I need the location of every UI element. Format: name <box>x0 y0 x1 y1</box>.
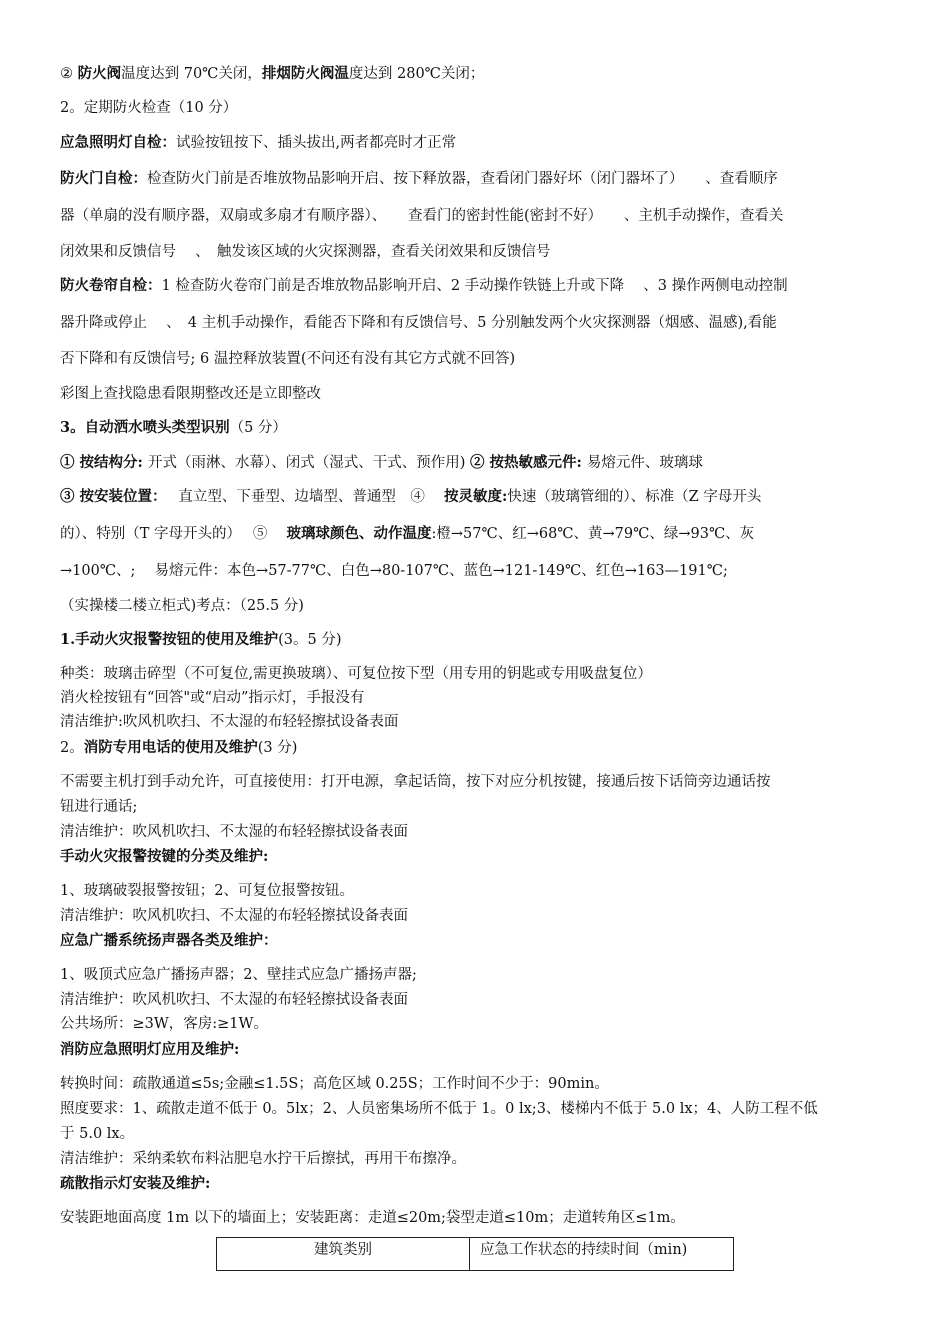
duration-table <box>216 1237 734 1271</box>
text-line: 于 5.0 lx。 <box>60 1126 135 1142</box>
paragraph-fire-door-1 <box>60 169 892 189</box>
text: 快速（玻璃管细的）、标准（Z 字母开头 <box>507 489 762 505</box>
paragraph-fire-shutter-2: 器升降或停止 、 4 主机手动操作，看能否下降和有反馈信号、5 分别触发两个火灾探测器（烟感、温感),看能 <box>60 315 777 331</box>
paragraph-emergency-light <box>60 133 892 153</box>
paragraph-sprinkler-2 <box>60 487 892 507</box>
text-line: 不需要主机打到手动允许，可直接使用：打开电源，拿起话筒，按下对应分机按键，接通后按下话筒旁边通话按 <box>60 774 771 790</box>
paragraph-sprinkler-3 <box>60 524 892 544</box>
table-header-cell: 建筑类别 <box>217 1238 470 1271</box>
paragraph-fire-shutter-3: 否下降和有反馈信号; 6 温控释放装置(不问还有没有其它方式就不回答) <box>60 351 516 367</box>
section-heading-fire-phone <box>60 738 892 758</box>
heading-text: 消防专用电话的使用及维护 <box>83 739 258 756</box>
paragraph-sprinkler-4: →100℃、; 易熔元件：本色→57-77℃、白色→80-107℃、蓝色→121-149℃、红色→163—191℃; <box>60 563 728 579</box>
heading-score: （5 分） <box>229 420 287 436</box>
paragraph-color-chart: 彩图上查找隐患看限期整改还是立即整改 <box>60 386 321 402</box>
subheading: 应急广播系统扬声器各类及维护： <box>60 932 278 949</box>
subheading: 手动火灾报警按键的分类及维护: <box>60 848 269 865</box>
section-heading-manual-alarm <box>60 630 892 650</box>
text: 温度达到 70℃关闭， <box>121 66 262 82</box>
text-line: 清洁维护:吹风机吹扫、不太湿的布轻轻擦拭设备表面 <box>60 714 399 730</box>
table-header-cell: 应急工作状态的持续时间（min) <box>469 1238 733 1271</box>
table-header-row <box>217 1238 734 1271</box>
text-line: 消火栓按钮有“回答"或“启动”指示灯，手报没有 <box>60 690 365 706</box>
term: ② 按热敏感元件: <box>469 454 587 471</box>
term: 玻璃球颜色、动作温度 <box>272 525 432 542</box>
text: 度达到 280℃关闭； <box>348 66 485 82</box>
heading-score: (3。5 分) <box>278 632 342 648</box>
term-fire-damper: 防火阀 <box>77 65 122 82</box>
heading-text: 3。自动洒水喷头类型识别 <box>60 419 230 436</box>
heading-score: (3 分) <box>257 740 298 756</box>
text: 易熔元件、玻璃球 <box>586 455 703 471</box>
paragraph-fire-shutter-1 <box>60 276 892 296</box>
text: :橙→57℃、红→68℃、黄→79℃、绿→93℃、灰 <box>431 526 755 542</box>
text-line: 1、玻璃破裂报警按钮；2、可复位报警按钮。 <box>60 883 354 899</box>
text-line: 清洁维护：吹风机吹扫、不太湿的布轻轻擦拭设备表面 <box>60 824 408 840</box>
heading-number: 2。 <box>60 740 84 756</box>
paragraph-fire-door-3: 闭效果和反馈信号 、 触发该区域的火灾探测器，查看关闭效果和反馈信号 <box>60 244 551 260</box>
text-line: 清洁维护：采纳柔软布料沾肥皂水拧干后擦拭，再用干布擦净。 <box>60 1151 466 1167</box>
heading-text: 1.手动火灾报警按钮的使用及维护 <box>60 631 279 648</box>
term-emergency-light: 应急照明灯自检： <box>60 134 176 151</box>
paragraph-sprinkler-1 <box>60 453 892 473</box>
term: ③ 按安装位置： <box>60 488 160 505</box>
term-fire-door: 防火门自检： <box>60 170 147 187</box>
text-line: 钮进行通话; <box>60 799 138 815</box>
text: 检查防火门前是否堆放物品影响开启、按下释放器，查看闭门器好坏（闭门器坏了） 、查看顺序 <box>147 171 778 187</box>
term-fire-shutter: 防火卷帘自检： <box>60 277 162 294</box>
text-line: 转换时间：疏散通道≤5s;金融≤1.5S；高危区域 0.25S；工作时间不少于：90min。 <box>60 1076 609 1092</box>
text-line: 清洁维护：吹风机吹扫、不太湿的布轻轻擦拭设备表面 <box>60 992 408 1008</box>
text-line: 种类：玻璃击碎型（不可复位,需更换玻璃）、可复位按下型（用专用的钥匙或专用吸盘复位） <box>60 666 652 682</box>
text-line: 安装距地面高度 1m 以下的墙面上；安装距离：走道≤20m;袋型走道≤10m；走道转角区≤1m。 <box>60 1210 685 1226</box>
text: 1 检查防火卷帘门前是否堆放物品影响开启、2 手动操作铁链上升或下降 、3 操作两侧电动控制 <box>161 278 788 294</box>
paragraph-fire-damper <box>60 64 892 84</box>
text: 试验按钮按下、插头拔出,两者都亮时才正常 <box>176 135 457 151</box>
subheading: 疏散指示灯安装及维护: <box>60 1175 211 1192</box>
term-smoke-damper: 排烟防火阀温 <box>261 65 349 82</box>
term: ① 按结构分: <box>60 454 148 471</box>
section-heading-fire-inspection: 2。定期防火检查（10 分） <box>60 100 238 116</box>
text-line: 公共场所：≥3W，客房:≥1W。 <box>60 1016 268 1032</box>
text-line: 1、吸顶式应急广播扬声器；2、壁挂式应急广播扬声器; <box>60 967 417 983</box>
text: 的）、特别（T 字母开头的） ⑤ <box>60 526 272 542</box>
circled-number: ② <box>60 66 78 82</box>
text: 直立型、下垂型、边墙型、普通型 ④ <box>159 489 430 505</box>
paragraph-exam-points: （实操楼二楼立柜式)考点：（25.5 分) <box>60 598 304 614</box>
term: 按灵敏度: <box>429 488 508 505</box>
section-heading-sprinkler <box>60 418 892 438</box>
text: 开式（雨淋、水幕）、闭式（湿式、干式、预作用) <box>147 455 470 471</box>
subheading: 消防应急照明灯应用及维护: <box>60 1041 240 1058</box>
text-line: 清洁维护：吹风机吹扫、不太湿的布轻轻擦拭设备表面 <box>60 908 408 924</box>
paragraph-fire-door-2: 器（单扇的没有顺序器，双扇或多扇才有顺序器）、 查看门的密封性能(密封不好） 、主机手动操作，查看关 <box>60 208 784 224</box>
text-line: 照度要求：1、疏散走道不低于 0。5lx；2、人员密集场所不低于 1。0 lx;3、楼梯内不低于 5.0 lx；4、人防工程不低 <box>60 1101 818 1117</box>
